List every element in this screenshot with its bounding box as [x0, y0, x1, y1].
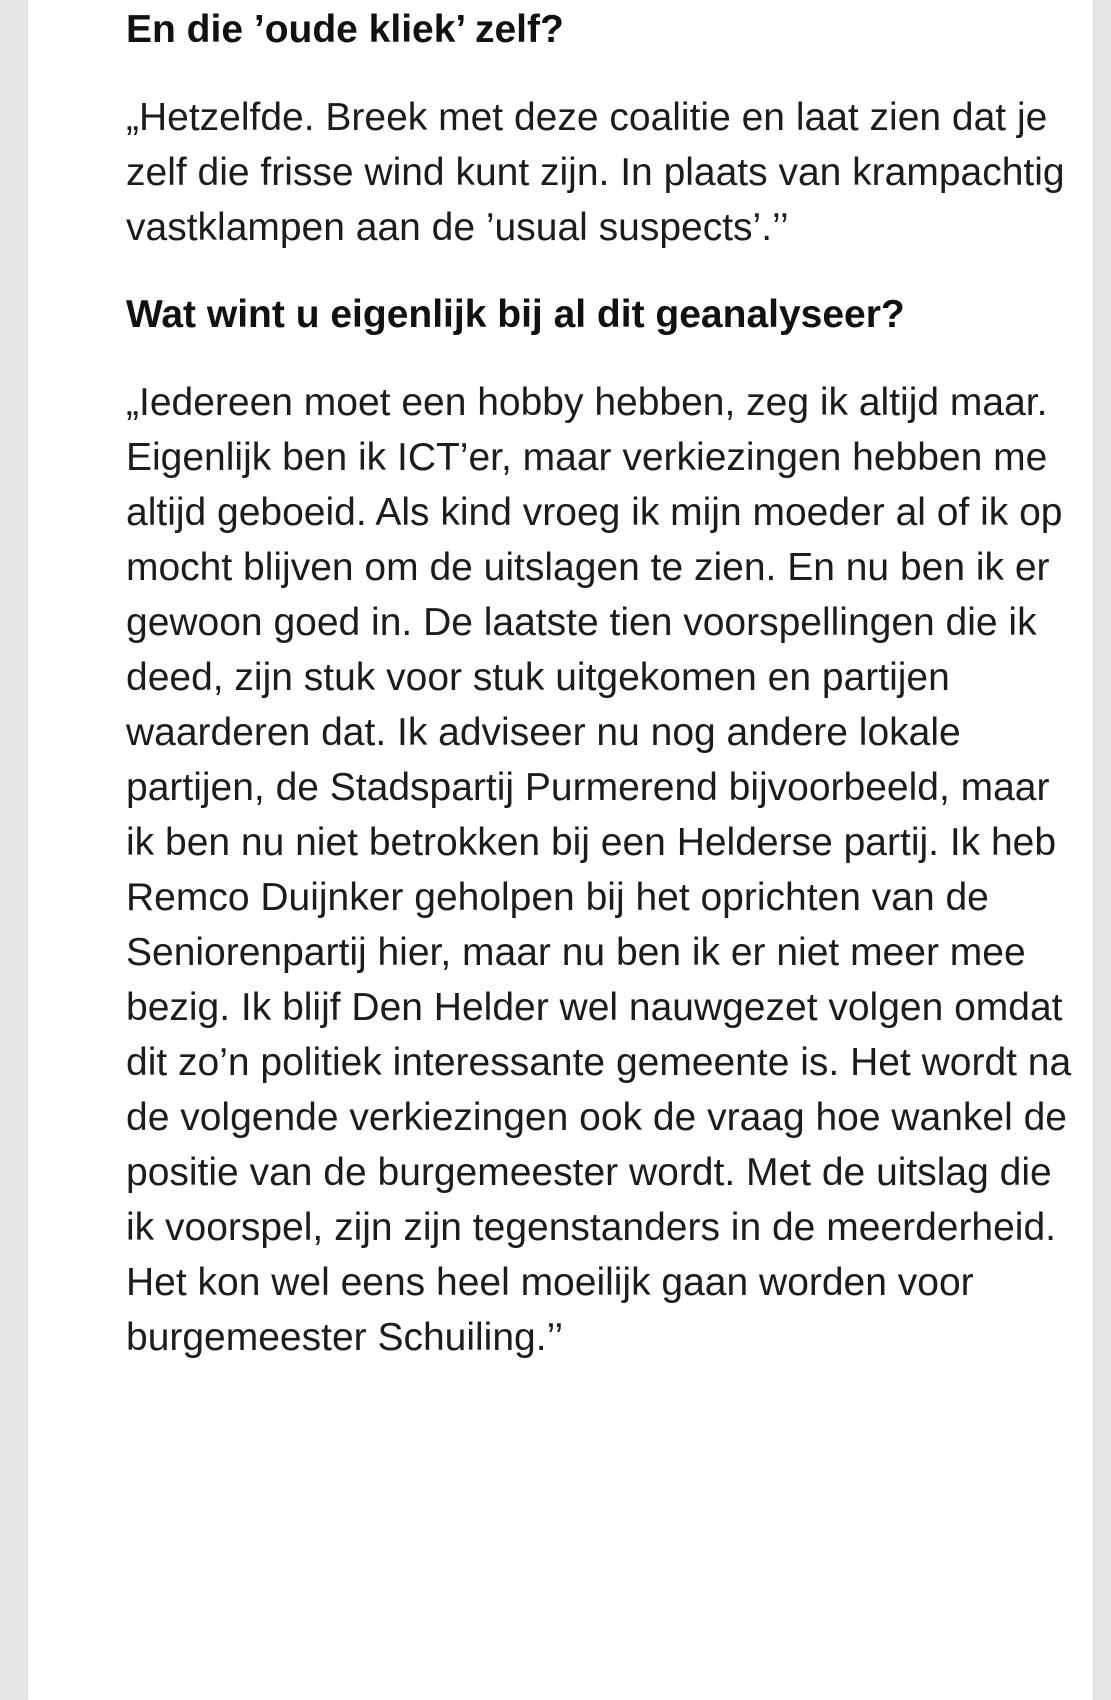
interview-question: En die ’oude kliek’ zelf? [126, 8, 564, 51]
interview-answer: „Hetzelfde. Breek met deze coalitie en laat zien dat je zelf die frisse wind kunt zijn. In plaats van krampachtig vastklampen aan de ’usual suspects’.’’ [126, 96, 1065, 249]
interview-answer: „Iedereen moet een hobby hebben, zeg ik altijd maar. Eigenlijk ben ik ICT’er, maar verkiezingen hebben me altijd geboeid. Als kind vroeg ik mijn moeder al of ik op mocht blijven om de uitslagen te zien. En nu ben ik er gewoon goed in. De laatste tien voorspellingen die ik deed, zijn stuk voor stuk uitgekomen en partijen waarderen dat. Ik adviseer nu nog andere lokale partijen, de Stadspartij Purmerend bijvoorbeeld, maar ik ben nu niet betrokken bij een Helderse partij. Ik heb Remco Duijnker geholpen bij het oprichten van de Seniorenpartij hier, maar nu ben ik er niet meer mee bezig. Ik blijf Den Helder wel nauwgezet volgen omdat dit zo’n politiek interessante gemeente is. Het wordt na de volgende verkiezingen ook de vraag hoe wankel de positie van de burgemeester wordt. Met de uitslag die ik voorspel, zijn zijn tegenstanders in de meerderheid. Het kon wel eens heel moeilijk gaan worden voor burgemeester Schuiling.’’ [126, 381, 1072, 1359]
interview-question: Wat wint u eigenlijk bij al dit geanalyseer? [126, 293, 905, 336]
article-card [28, 0, 1093, 1700]
article-body [126, 0, 1086, 1365]
